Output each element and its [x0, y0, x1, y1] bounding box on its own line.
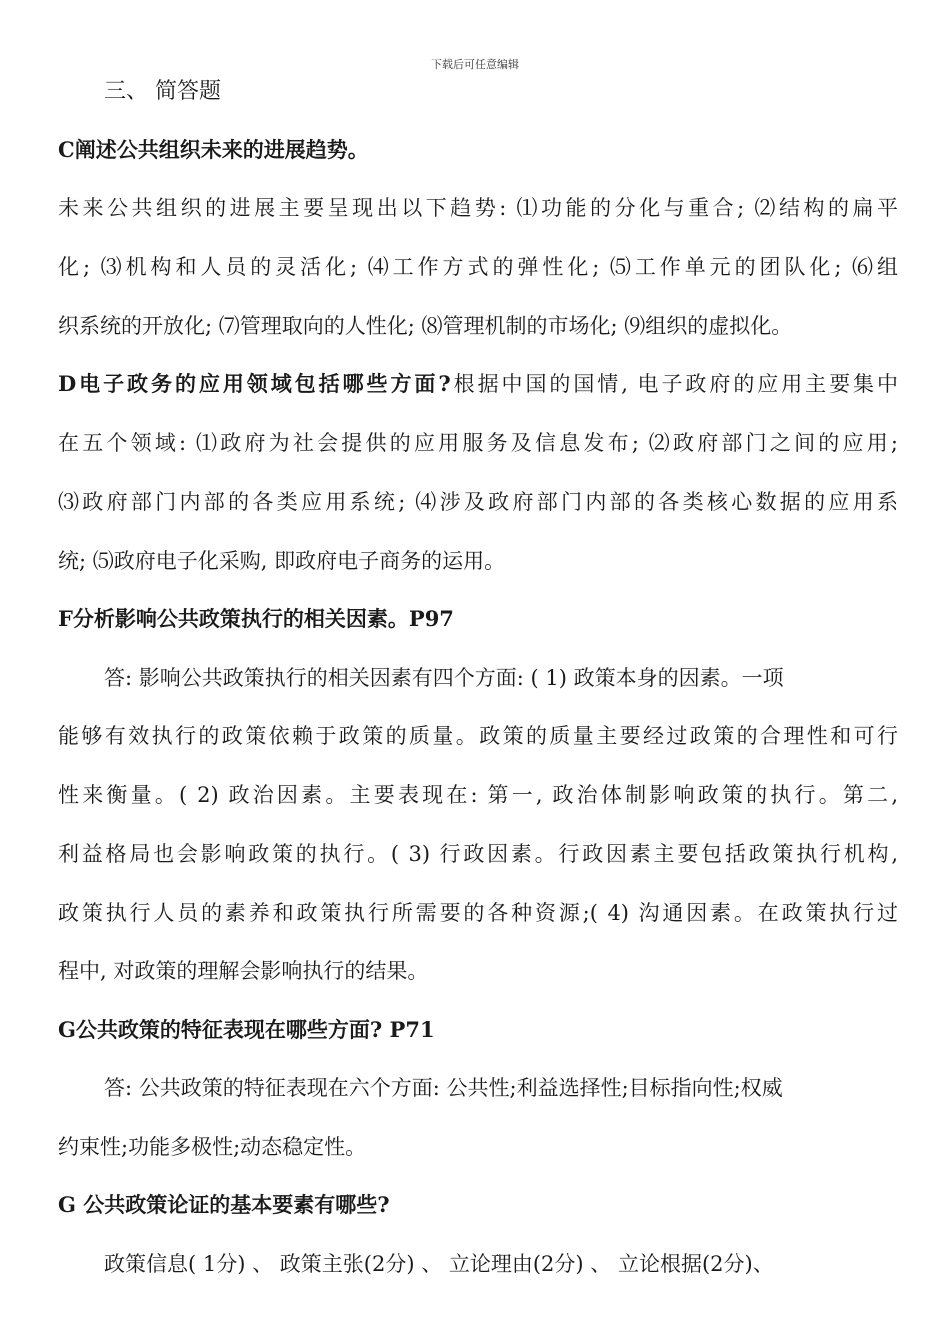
- question-d-line: [58, 369, 898, 399]
- question-c: C阐述公共组织未来的进展趋势。: [58, 137, 369, 162]
- answer-line: 约束性;功能多极性;动态稳定性。: [58, 1135, 367, 1159]
- answer-line: 政策执行人员的素养和政策执行所需要的各种资源;( 4) 沟通因素。在政策执行过: [58, 901, 898, 925]
- page-header: 下载后可任意编辑: [431, 58, 519, 71]
- answer-text: 根据中国的国情, 电子政府的应用主要集中: [450, 372, 899, 396]
- question-d: D电子政务的应用领域包括哪些方面?: [58, 371, 451, 396]
- answer-line: 程中, 对政策的理解会影响执行的结果。: [58, 959, 429, 983]
- section-title: 三、 简答题: [104, 79, 221, 104]
- answer-line: 化; ⑶机构和人员的灵活化; ⑷工作方式的弹性化; ⑸工作单元的团队化; ⑹组: [58, 255, 898, 279]
- answer-line: 织系统的开放化; ⑺管理取向的人性化; ⑻管理机制的市场化; ⑼组织的虚拟化。: [58, 314, 793, 338]
- answer-line: 答: 影响公共政策执行的相关因素有四个方面: ( 1) 政策本身的因素。一项: [104, 666, 784, 690]
- answer-line: ⑶政府部门内部的各类应用系统; ⑷涉及政府部门内部的各类核心数据的应用系: [58, 490, 898, 514]
- answer-line: 政策信息( 1分) 、 政策主张(2分) 、 立论理由(2分) 、 立论根据(2分)、: [104, 1252, 774, 1276]
- question-f: F分析影响公共政策执行的相关因素。P97: [58, 606, 454, 631]
- answer-line: 统; ⑸政府电子化采购, 即政府电子商务的运用。: [58, 549, 506, 573]
- question-g1: G公共政策的特征表现在哪些方面? P71: [58, 1017, 435, 1042]
- answer-line: 能够有效执行的政策依赖于政策的质量。政策的质量主要经过政策的合理性和可行: [58, 724, 898, 748]
- answer-line: 答: 公共政策的特征表现在六个方面: 公共性;利益选择性;目标指向性;权威: [104, 1076, 783, 1100]
- question-g2: G 公共政策论证的基本要素有哪些?: [58, 1192, 390, 1217]
- answer-line: 在五个领域: ⑴政府为社会提供的应用服务及信息发布; ⑵政府部门之间的应用;: [58, 431, 898, 455]
- answer-line: 性来衡量。( 2) 政治因素。主要表现在: 第一, 政治体制影响政策的执行。第二,: [58, 783, 898, 807]
- answer-line: 利益格局也会影响政策的执行。( 3) 行政因素。行政因素主要包括政策执行机构,: [58, 842, 898, 866]
- answer-line: 未来公共组织的进展主要呈现出以下趋势: ⑴功能的分化与重合; ⑵结构的扁平: [58, 196, 898, 220]
